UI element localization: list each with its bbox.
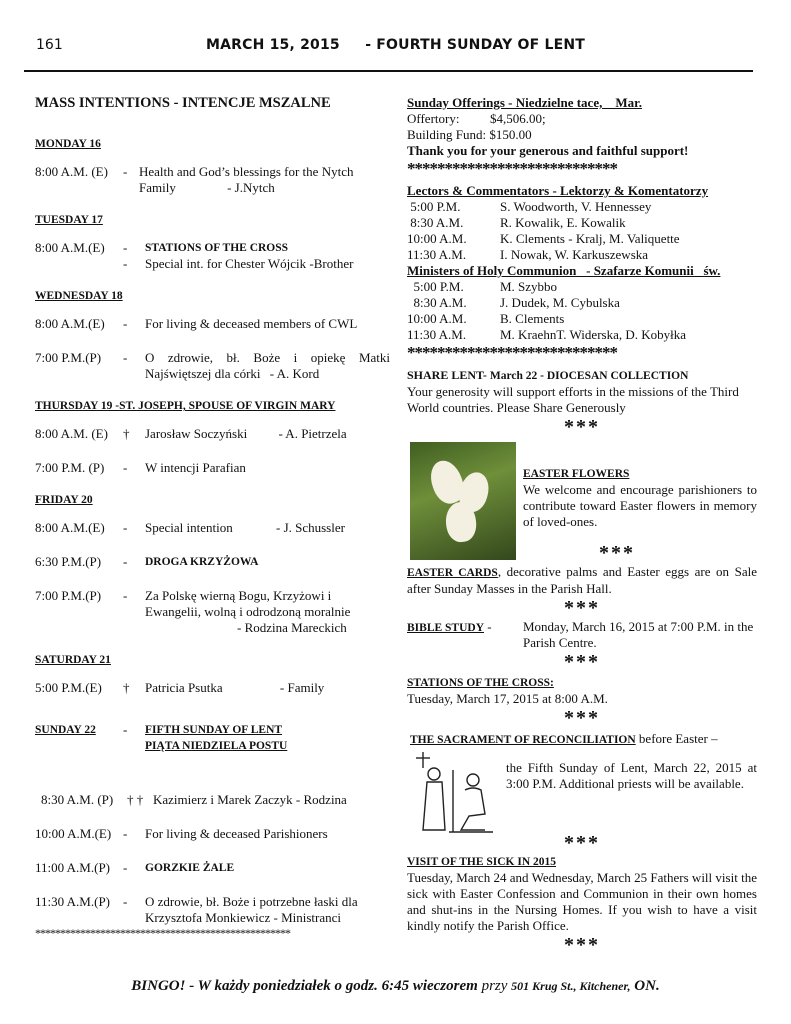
lector-row: 8:30 A.M. R. Kowalik, E. Kowalik <box>407 215 626 230</box>
mass-time: 6:30 P.M.(P) <box>35 554 102 569</box>
mass-time: 10:00 A.M.(E) <box>35 826 112 841</box>
intention-text: DROGA KRZYŻOWA <box>145 556 259 568</box>
intention-text: O zdrowie, bł. Boże i opiekę Matki Najświętszej dla córki <box>145 350 390 381</box>
stars-divider: **************************** <box>407 159 617 178</box>
lector-row: 5:00 P.M. S. Woodworth, V. Hennessey <box>407 199 652 214</box>
intention-text: STATIONS OF THE CROSS <box>145 242 289 254</box>
share-lent-title: SHARE LENT- March 22 - DIOCESAN COLLECTION <box>407 368 689 382</box>
easter-flowers-block <box>407 442 757 542</box>
mark: - <box>123 826 128 841</box>
mark: - <box>123 256 128 271</box>
stars-separator: *** <box>564 651 600 673</box>
intention-row <box>35 350 390 382</box>
intention-row <box>35 426 390 442</box>
offertory-row <box>407 111 757 127</box>
stars-divider: **************************** <box>407 343 617 362</box>
visit-title: VISIT OF THE SICK IN 2015 <box>407 856 557 868</box>
sunday-title-polish: PIĄTA NIEDZIELA POSTU <box>145 740 288 752</box>
stars-separator: *** <box>564 707 600 729</box>
mass-time: 11:30 A.M.(P) <box>35 894 110 909</box>
intention-text: Health and God’s blessings for the Nytch Family <box>139 164 354 195</box>
mark: † <box>123 680 130 695</box>
intention-text: GORZKIE ŻALE <box>145 862 235 874</box>
mass-time: 11:00 A.M.(P) <box>35 860 110 875</box>
day-saturday: SATURDAY 21 <box>35 654 111 666</box>
lectors-title: Lectors & Commentators - Lektorzy & Komentatorzy <box>407 183 709 198</box>
building-fund: Building Fund: $150.00 <box>407 127 532 142</box>
easter-cards-text: EASTER CARDS, decorative palms and Easter eggs are on Sale after Sunday Masses in the Parish Hall. <box>407 564 757 596</box>
visit-text: Tuesday, March 24 and Wednesday, March 25 Fathers will visit the sick with Easter Confession and Communion in their own homes and shut-ins in the Nursing Homes. If you wish to have a visit kindly notify the Parish Office. <box>407 870 757 933</box>
mass-time: 8:00 A.M.(E) <box>35 520 105 535</box>
announcements-column <box>407 95 757 956</box>
sunday-heading-row <box>35 722 390 754</box>
mass-time: 7:00 P.M.(P) <box>35 588 102 603</box>
mark: † <box>123 426 130 441</box>
intention-row <box>35 316 390 332</box>
intention-text: Jarosław Soczyński <box>145 426 248 441</box>
intention-text: W intencji Parafian <box>145 460 246 475</box>
intention-row <box>35 520 390 536</box>
intention-row <box>35 240 390 256</box>
minister-row: 8:30 A.M. J. Dudek, M. Cybulska <box>407 295 620 310</box>
stations-text: Tuesday, March 17, 2015 at 8:00 A.M. <box>407 691 608 706</box>
intention-by: - A. Kord <box>269 366 320 381</box>
intention-text: Special int. for Chester Wójcik -Brother <box>145 256 354 271</box>
intention-text: Patricia Psutka <box>145 680 223 695</box>
mark: - <box>123 722 128 737</box>
page-number: 161 <box>36 37 63 53</box>
bible-study-title: BIBLE STUDY <box>407 622 485 634</box>
offerings-title: Sunday Offerings - Niedzielne tace, Mar. <box>407 95 642 110</box>
intention-row <box>35 460 390 476</box>
stars-separator: *** <box>564 416 600 438</box>
intention-row <box>35 554 390 570</box>
mass-time: 8:00 A.M.(E) <box>35 316 105 331</box>
intention-text: O zdrowie, bł. Boże i potrzebne łaski dla Krzysztofa Monkiewicz - Ministranci <box>145 894 358 925</box>
day-tuesday: TUESDAY 17 <box>35 214 103 226</box>
intention-row <box>35 164 390 196</box>
bible-study-row: BIBLE STUDY - Monday, March 16, 2015 at 7:00 P.M. in the Parish Centre. <box>407 619 757 651</box>
bingo-footer: BINGO! - W każdy poniedziałek o godz. 6:45 wieczorem przy 501 Krug St., Kitchener, ON. <box>131 978 660 994</box>
day-friday: FRIDAY 20 <box>35 494 93 506</box>
header-rule <box>24 70 753 72</box>
intention-by: - Rodzina Mareckich <box>237 620 347 635</box>
easter-flowers-title: EASTER FLOWERS <box>523 468 630 480</box>
minister-row: 11:30 A.M. M. KraehnT. Widerska, D. Kobyłka <box>407 327 687 342</box>
day-thursday: THURSDAY 19 -ST. JOSEPH, SPOUSE OF VIRGIN MARY <box>35 400 336 412</box>
mark: - <box>123 554 128 569</box>
bingo-address: 501 Krug St., Kitchener, <box>511 979 631 993</box>
day-sunday: SUNDAY 22 <box>35 724 96 736</box>
mass-intentions-column <box>35 95 390 941</box>
intention-text: For living & deceased Parishioners <box>145 826 328 841</box>
offertory-value: $4,506.00; <box>490 111 546 126</box>
intention-by: - J.Nytch <box>227 180 275 195</box>
intention-text: Za Polskę wierną Bogu, Krzyżowi i Ewangelii, wolną i odrodzoną moralnie <box>145 588 351 619</box>
mark: - <box>123 588 128 603</box>
intention-text: Special intention <box>145 520 233 535</box>
intention-row <box>35 256 390 272</box>
mass-intentions-heading: MASS INTENTIONS - INTENCJE MSZALNE <box>35 95 331 111</box>
stars-separator: *** <box>564 934 600 956</box>
minister-row: 5:00 P.M. M. Szybbo <box>407 279 558 294</box>
mark: - <box>123 520 128 535</box>
mark: - <box>123 164 128 179</box>
bible-study-text: Monday, March 16, 2015 at 7:00 P.M. in the Parish Centre. <box>523 619 754 650</box>
thanks-text: Thank you for your generous and faithful support! <box>407 143 689 158</box>
lector-row: 10:00 A.M. K. Clements - Kralj, M. Valiquette <box>407 231 680 246</box>
mark: - <box>123 240 128 255</box>
reconciliation-title-row: THE SACRAMENT OF RECONCILIATION before Easter – <box>410 731 718 746</box>
page-title: MARCH 15, 2015 - FOURTH SUNDAY OF LENT <box>205 37 586 53</box>
intention-row <box>35 894 390 926</box>
offertory-label: Offertory: <box>407 111 460 126</box>
page-header <box>0 0 791 80</box>
intention-text: For living & deceased members of CWL <box>145 316 358 331</box>
reconciliation-text: the Fifth Sunday of Lent, March 22, 2015 at 3:00 P.M. Additional priests will be available. <box>506 760 757 791</box>
stations-title: STATIONS OF THE CROSS: <box>407 677 554 689</box>
easter-flowers-text: We welcome and encourage parishioners to contribute toward Easter flowers in memory of loved-ones. <box>523 482 757 529</box>
mark: † † <box>127 792 144 807</box>
mass-time: 8:00 A.M.(E) <box>35 240 105 255</box>
mark: - <box>123 350 128 365</box>
stars-divider: *************************************************** <box>35 926 290 940</box>
mass-time: 7:00 P.M. (P) <box>35 460 105 475</box>
intention-row <box>35 792 390 808</box>
reconciliation-block <box>407 748 757 840</box>
minister-row: 10:00 A.M. B. Clements <box>407 311 565 326</box>
bingo-text: BINGO! - W każdy poniedziałek o godz. 6:45 wieczorem <box>131 978 478 994</box>
mass-time: 5:00 P.M.(E) <box>35 680 102 695</box>
intention-row <box>35 680 390 696</box>
mass-time: 7:00 P.M.(P) <box>35 350 102 365</box>
mass-time: 8:30 A.M. (P) <box>41 792 114 807</box>
calla-lily-image <box>410 442 516 560</box>
share-lent-text: Your generosity will support efforts in the missions of the Third World countries. Please Share Generously <box>407 384 739 415</box>
sunday-title: FIFTH SUNDAY OF LENT <box>145 724 283 736</box>
mark: - <box>123 460 128 475</box>
confession-icon <box>409 750 495 834</box>
stars-separator: *** <box>564 832 600 854</box>
intention-by: - Family <box>279 680 325 695</box>
mark: - <box>123 316 128 331</box>
mark: - <box>123 894 128 909</box>
intention-row <box>35 588 390 636</box>
ministers-title: Ministers of Holy Communion - Szafarze Komunii św. <box>407 263 721 278</box>
stars-separator: *** <box>564 597 600 619</box>
intention-row <box>35 860 390 876</box>
stars-separator: *** <box>599 542 635 564</box>
intention-by: - J. Schussler <box>275 520 345 535</box>
mark: - <box>123 860 128 875</box>
mass-time: 8:00 A.M. (E) <box>35 164 108 179</box>
lector-row: 11:30 A.M. I. Nowak, W. Karkuszewska <box>407 247 649 262</box>
intention-row <box>35 826 390 842</box>
day-monday: MONDAY 16 <box>35 138 101 150</box>
day-wednesday: WEDNESDAY 18 <box>35 290 123 302</box>
intention-by: - A. Pietrzela <box>278 426 347 441</box>
intention-text: Kazimierz i Marek Zaczyk - Rodzina <box>153 792 347 807</box>
mass-time: 8:00 A.M. (E) <box>35 426 108 441</box>
